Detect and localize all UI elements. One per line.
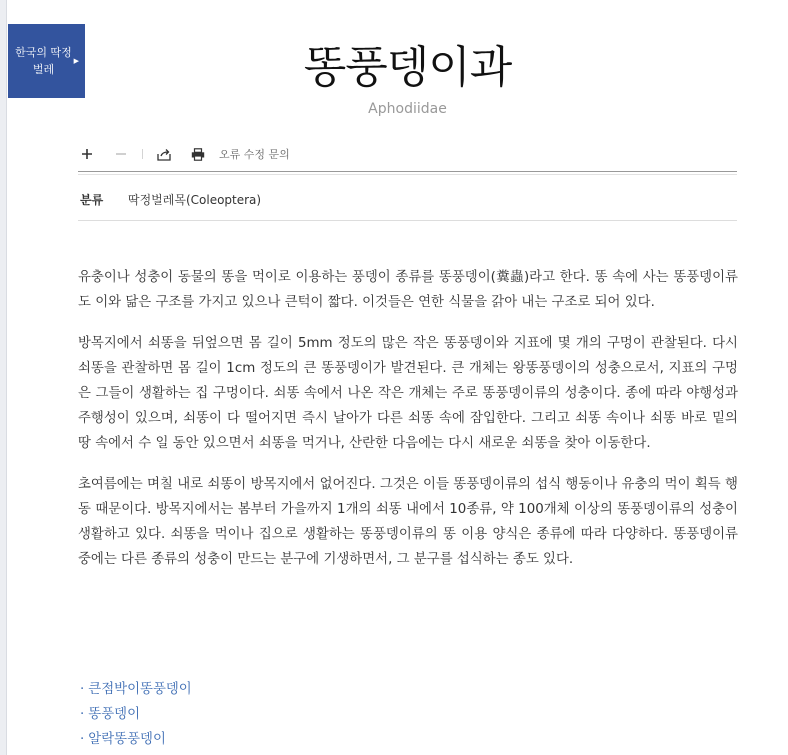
bullet: · xyxy=(80,682,85,697)
paragraph: 방목지에서 쇠똥을 뒤엎으면 몸 길이 5mm 정도의 많은 작은 똥풍뎅이와 지표에 몇 개의 구멍이 관찰된다. 다시 쇠똥을 관찰하면 몸 길이 1cm 정도의 큰 똥풍뎅이가 발견된다. 큰 개체는 왕똥풍뎅이의 성충으로서, 지표의 구멍은 그들이 생활하는 집 구멍이다. 쇠똥 속에서 나온 작은 개체는 주로 똥풍뎅이류의 성충이다. 종에 따라 야행성과 주행성이 있으며, 쇠똥이 다 떨어지면 즉시 날아가 다른 쇠똥 속에 잠입한다. 그리고 쇠똥 속이나 쇠똥 바로 밑의 땅 속에서 수 일 동안 있으면서 쇠똥을 먹거나, 산란한 다음에는 다시 새로운 쇠똥을 찾아 이동한다. xyxy=(78,336,738,451)
article-toolbar xyxy=(78,143,290,165)
toolbar-divider xyxy=(142,149,143,159)
page-subtitle: Aphodiidae xyxy=(368,101,447,117)
related-link[interactable]: 똥풍뎅이 xyxy=(88,707,141,722)
print-button[interactable] xyxy=(189,144,207,164)
classification-label: 분류 xyxy=(80,192,104,207)
category-tab-label xyxy=(15,44,72,78)
classification-value: 딱정벌레목(Coleoptera) xyxy=(128,192,262,207)
category-tab[interactable] xyxy=(8,24,85,98)
category-tab-label-line1: 한국의 딱정 xyxy=(15,46,72,59)
category-tab-label-line2: 벌레 xyxy=(32,63,55,76)
bullet: · xyxy=(80,707,85,722)
left-sidebar-strip xyxy=(0,0,7,755)
related-link[interactable]: 큰점박이똥풍뎅이 xyxy=(88,682,192,697)
page-title: 똥풍뎅이과 xyxy=(303,42,512,93)
classification-row xyxy=(78,187,737,211)
classification-divider xyxy=(78,220,737,221)
zoom-in-button[interactable] xyxy=(78,144,96,164)
related-link[interactable]: 알락똥풍뎅이 xyxy=(88,732,166,747)
error-report-link[interactable]: 오류 수정 문의 xyxy=(219,148,290,161)
list-item xyxy=(78,677,192,702)
paragraph: 유충이나 성충이 동물의 똥을 먹이로 이용하는 풍뎅이 종류를 똥풍뎅이(糞蟲)라고 한다. 똥 속에 사는 똥풍뎅이류도 이와 닮은 구조를 가지고 있으나 큰턱이 짧다. 이것들은 연한 식물을 갉아 내는 구조로 되어 있다. xyxy=(78,270,738,310)
share-button[interactable] xyxy=(155,144,173,164)
zoom-out-button[interactable] xyxy=(112,144,130,164)
plus-icon xyxy=(81,148,93,160)
related-links xyxy=(78,677,192,752)
article-body xyxy=(78,265,738,588)
list-item xyxy=(78,727,192,752)
header-divider xyxy=(78,171,737,175)
bullet: · xyxy=(80,732,85,747)
list-item xyxy=(78,702,192,727)
print-icon xyxy=(191,148,205,161)
share-icon xyxy=(157,148,171,161)
chevron-right-icon: ▶ xyxy=(73,57,79,65)
paragraph: 초여름에는 며칠 내로 쇠똥이 방목지에서 없어진다. 그것은 이들 똥풍뎅이류의 섭식 행동이나 유충의 먹이 획득 행동 때문이다. 방목지에서는 봄부터 가을까지 1개의 쇠똥 내에서 10종류, 약 100개체 이상의 똥풍뎅이류의 성충이 생활하고 있다. 쇠똥을 먹이나 집으로 생활하는 똥풍뎅이류의 똥 이용 양식은 종류에 따라 다양하다. 똥풍뎅이류 중에는 다른 종류의 성충이 만드는 분구에 기생하면서, 그 분구를 섭식하는 종도 있다. xyxy=(78,477,738,567)
minus-icon xyxy=(115,148,127,160)
